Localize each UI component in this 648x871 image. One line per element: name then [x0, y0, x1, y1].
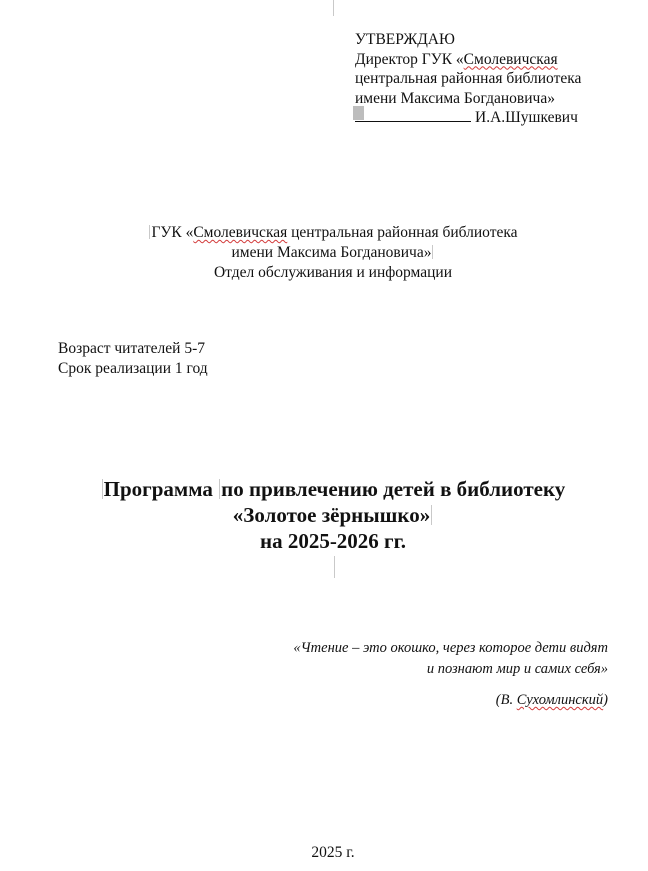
- program-title: [0, 476, 648, 554]
- organization-line2: имени Максима Богдановича»: [231, 244, 432, 261]
- document-year: 2025 г.: [311, 844, 355, 861]
- approval-position-line2: центральная районная библиотека: [355, 70, 582, 87]
- organization-block: [0, 223, 648, 283]
- content-control-bracket: [219, 479, 220, 499]
- signature-name: И.А.Шушкевич: [475, 109, 578, 126]
- program-term: Срок реализации 1 год: [58, 360, 208, 377]
- approval-heading: УТВЕРЖДАЮ: [355, 31, 455, 48]
- epigraph-line2: и познают мир и самих себя»: [426, 661, 608, 677]
- selection-highlight: [353, 106, 364, 120]
- approval-position-line3: имени Максима Богдановича»: [355, 89, 555, 107]
- organization-line1: ГУК «Смолевичская центральная районная библиотека: [151, 224, 518, 241]
- program-title-line1: Программа по привлечению детей в библиотеку: [103, 477, 566, 501]
- content-control-bracket: [432, 245, 433, 259]
- spellcheck-word: Смолевичская: [463, 50, 558, 68]
- signature-row: [355, 108, 581, 128]
- approval-position-line1: Директор ГУК «Смолевичская: [355, 50, 558, 68]
- epigraph-quote: [293, 638, 608, 680]
- spellcheck-word: Смолевичская: [193, 224, 288, 241]
- epigraph-line1: «Чтение – это окошко, через которое дети видят: [293, 640, 608, 656]
- program-title-line2: «Золотое зёрнышко»: [232, 503, 431, 527]
- approval-block: [355, 30, 581, 128]
- program-title-line3: на 2025-2026 гг.: [259, 529, 407, 553]
- cursor-mark-top: [333, 0, 334, 16]
- epigraph-author: (В. Сухомлинский): [495, 692, 608, 708]
- spellcheck-word: Сухомлинский: [516, 692, 604, 708]
- paragraph-mark: [334, 556, 335, 578]
- reader-age: Возраст читателей 5-7: [58, 340, 206, 357]
- signature-line: [355, 108, 471, 122]
- reader-info: [58, 339, 208, 379]
- content-control-bracket: [431, 505, 432, 525]
- content-control-bracket: [102, 479, 103, 499]
- organization-department: Отдел обслуживания и информации: [213, 264, 453, 281]
